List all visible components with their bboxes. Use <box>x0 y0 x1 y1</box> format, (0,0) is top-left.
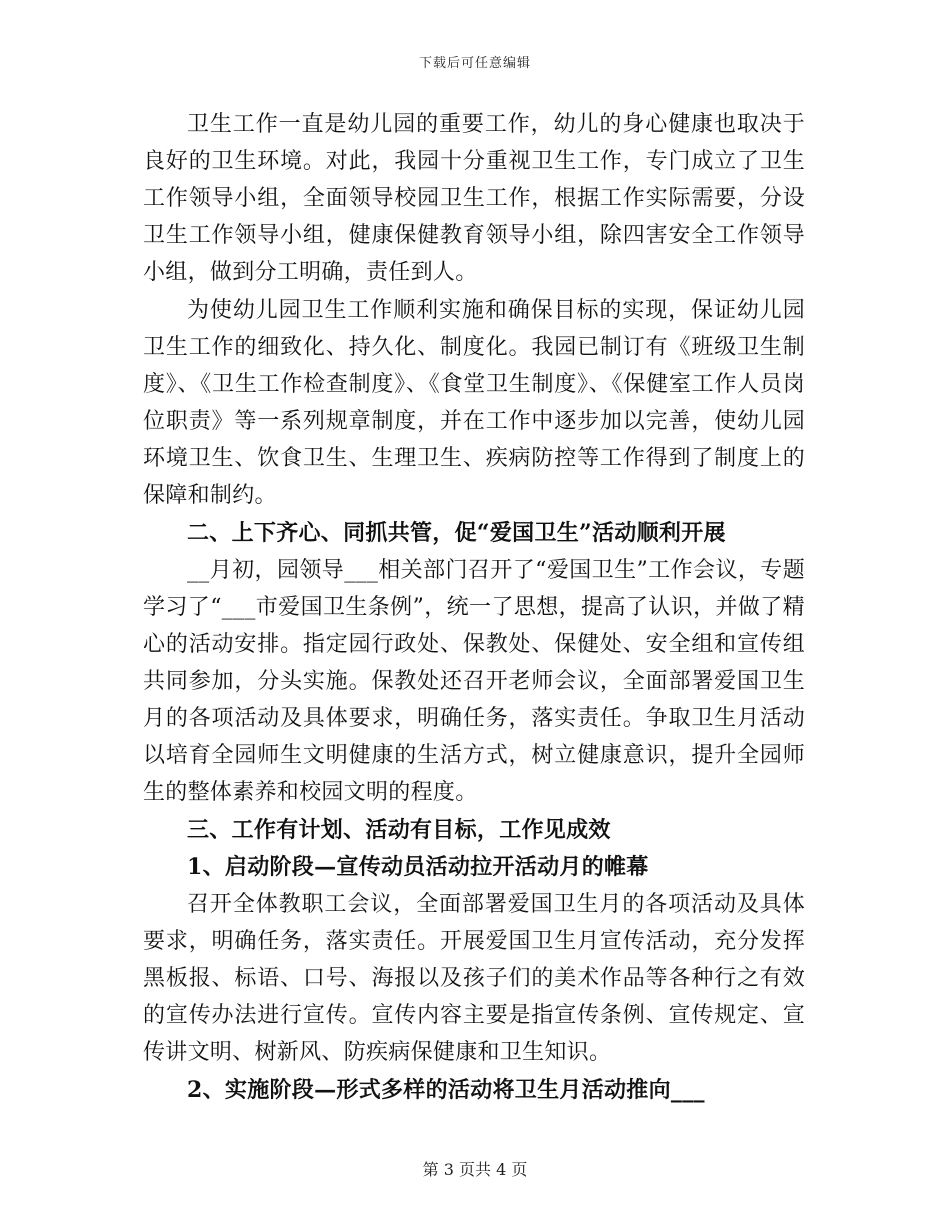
document-body <box>143 106 805 1109</box>
subsection-heading-implementation: 2、实施阶段—形式多样的活动将卫生月活动推向___ <box>187 1077 705 1103</box>
page-header-note: 下载后可任意编辑 <box>418 56 531 71</box>
paragraph-publicity: 召开全体教职工会议，全面部署爱国卫生月的各项活动及具体要求，明确任务，落实责任。开展爱国卫生月宣传活动，充分发挥黑板报、标语、口号、海报以及孩子们的美术作品等各种行之有效的宣传办法进行宣传。宣传内容主要是指宣传条例、宣传规定、宣传讲文明、树新风、防疾病保健康和卫生知识。 <box>143 892 805 1065</box>
paragraph-intro: 卫生工作一直是幼儿园的重要工作，幼儿的身心健康也取决于良好的卫生环境。对此，我园十分重视卫生工作，专门成立了卫生工作领导小组，全面领导校园卫生工作，根据工作实际需要，分设卫生工作领导小组，健康保健教育领导小组，除四害安全工作领导小组，做到分工明确，责任到人。 <box>143 112 805 285</box>
section-heading-2: 二、上下齐心、同抓共管，促“爱国卫生”活动顺利开展 <box>187 520 726 546</box>
paragraph-meeting: __月初，园领导___相关部门召开了“爱国卫生”工作会议，专题学习了“___市爱国卫生条例”，统一了思想，提高了认识，并做了精心的活动安排。指定园行政处、保教处、保健处、安全组和宣传组共同参加，分头实施。保教处还召开老师会议，全面部署爱国卫生月的各项活动及具体要求，明确任务，落实责任。争取卫生月活动以培育全园师生文明健康的生活方式，树立健康意识，提升全园师生的整体素养和校园文明的程度。 <box>143 558 805 805</box>
subsection-heading-launch: 1、启动阶段—宣传动员活动拉开活动月的帷幕 <box>187 854 649 880</box>
paragraph-regulations: 为使幼儿园卫生工作顺利实施和确保目标的实现，保证幼儿园卫生工作的细致化、持久化、制度化。我园已制订有《班级卫生制度》、《卫生工作检查制度》、《食堂卫生制度》、《保健室工作人员岗位职责》等一系列规章制度，并在工作中逐步加以完善，使幼儿园环境卫生、饮食卫生、生理卫生、疾病防控等工作得到了制度上的保障和制约。 <box>143 298 805 508</box>
section-heading-3: 三、工作有计划、活动有目标，工作见成效 <box>187 817 611 843</box>
page-number: 第 3 页共 4 页 <box>422 1160 528 1179</box>
